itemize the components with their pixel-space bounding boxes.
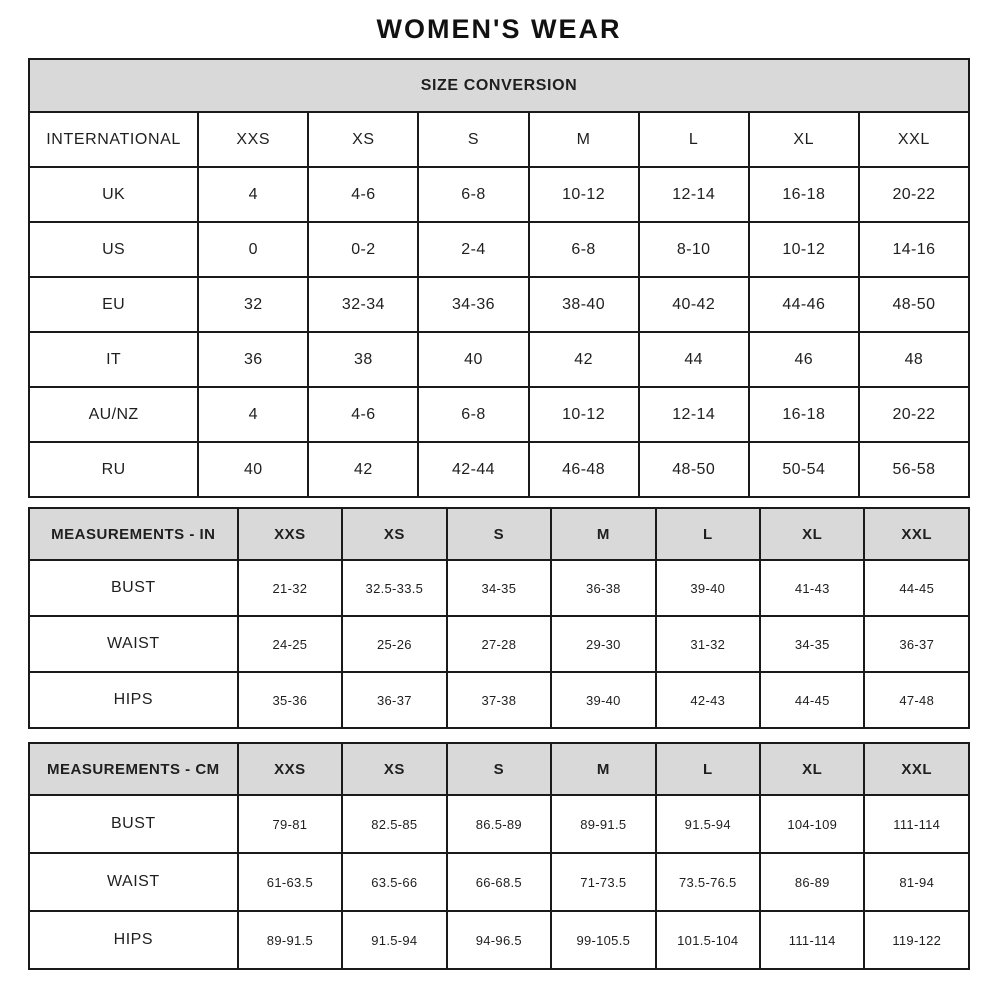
column-header: XXL xyxy=(864,743,969,795)
table-cell: 8-10 xyxy=(639,222,749,277)
table-cell: 14-16 xyxy=(859,222,969,277)
table-cell: 40-42 xyxy=(639,277,749,332)
table-cell: 101.5-104 xyxy=(656,911,760,969)
table-cell: 89-91.5 xyxy=(238,911,342,969)
column-header: L xyxy=(656,743,760,795)
column-header: L xyxy=(656,508,760,560)
table-cell: 2-4 xyxy=(418,222,528,277)
table-cell: 35-36 xyxy=(238,672,342,728)
column-header: S xyxy=(447,743,551,795)
table-cell: 61-63.5 xyxy=(238,853,342,911)
table-cell: 99-105.5 xyxy=(551,911,655,969)
table-row xyxy=(29,672,969,728)
row-label: HIPS xyxy=(29,672,238,728)
column-header: XXS xyxy=(238,743,342,795)
table-cell: 111-114 xyxy=(760,911,864,969)
table-cell: 44 xyxy=(639,332,749,387)
row-label: BUST xyxy=(29,560,238,616)
table-cell: 41-43 xyxy=(760,560,864,616)
table-cell: 46-48 xyxy=(529,442,639,497)
table-row xyxy=(29,277,969,332)
column-header: XL xyxy=(760,508,864,560)
table-cell: 104-109 xyxy=(760,795,864,853)
column-header: XXL xyxy=(864,508,969,560)
table-cell: 27-28 xyxy=(447,616,551,672)
header-row xyxy=(29,112,969,167)
table-cell: 47-48 xyxy=(864,672,969,728)
table-cell: 36 xyxy=(198,332,308,387)
row-label: WAIST xyxy=(29,853,238,911)
table-cell: 4 xyxy=(198,387,308,442)
table-cell: 73.5-76.5 xyxy=(656,853,760,911)
table-cell: 10-12 xyxy=(749,222,859,277)
column-header: XL xyxy=(760,743,864,795)
table-row xyxy=(29,222,969,277)
column-header: XXL xyxy=(859,112,969,167)
column-header: S xyxy=(418,112,528,167)
table-cell: 36-37 xyxy=(342,672,446,728)
measurements-cm-table xyxy=(28,742,970,970)
table-row xyxy=(29,560,969,616)
table-cell: 4-6 xyxy=(308,387,418,442)
table-cell: 16-18 xyxy=(749,167,859,222)
table-cell: 39-40 xyxy=(551,672,655,728)
table-cell: 48-50 xyxy=(639,442,749,497)
column-header: XS xyxy=(308,112,418,167)
table-cell: 50-54 xyxy=(749,442,859,497)
row-label: AU/NZ xyxy=(29,387,198,442)
table-row xyxy=(29,616,969,672)
row-label: US xyxy=(29,222,198,277)
row-label-header: MEASUREMENTS - CM xyxy=(29,743,238,795)
table-cell: 44-45 xyxy=(760,672,864,728)
column-header: M xyxy=(551,508,655,560)
column-header: M xyxy=(529,112,639,167)
table-cell: 42 xyxy=(308,442,418,497)
table-cell: 44-46 xyxy=(749,277,859,332)
table-cell: 119-122 xyxy=(864,911,969,969)
row-label: HIPS xyxy=(29,911,238,969)
column-header: XXS xyxy=(238,508,342,560)
table-cell: 34-35 xyxy=(760,616,864,672)
table-cell: 38-40 xyxy=(529,277,639,332)
table-cell: 94-96.5 xyxy=(447,911,551,969)
table-cell: 111-114 xyxy=(864,795,969,853)
table-cell: 39-40 xyxy=(656,560,760,616)
table-cell: 48 xyxy=(859,332,969,387)
table-cell: 89-91.5 xyxy=(551,795,655,853)
column-header: XL xyxy=(749,112,859,167)
table-row xyxy=(29,795,969,853)
table-cell: 56-58 xyxy=(859,442,969,497)
column-header: L xyxy=(639,112,749,167)
table-cell: 42-44 xyxy=(418,442,528,497)
row-label: BUST xyxy=(29,795,238,853)
table-cell: 24-25 xyxy=(238,616,342,672)
table-cell: 82.5-85 xyxy=(342,795,446,853)
measurements-in-table xyxy=(28,507,970,729)
table-cell: 29-30 xyxy=(551,616,655,672)
table-row xyxy=(29,442,969,497)
row-label-header: MEASUREMENTS - IN xyxy=(29,508,238,560)
table-cell: 31-32 xyxy=(656,616,760,672)
row-label: IT xyxy=(29,332,198,387)
table-row xyxy=(29,167,969,222)
table-cell: 36-38 xyxy=(551,560,655,616)
table-cell: 6-8 xyxy=(418,167,528,222)
table-cell: 46 xyxy=(749,332,859,387)
table-cell: 21-32 xyxy=(238,560,342,616)
table-cell: 20-22 xyxy=(859,167,969,222)
column-header: S xyxy=(447,508,551,560)
row-label: WAIST xyxy=(29,616,238,672)
column-header: XS xyxy=(342,743,446,795)
table-cell: 12-14 xyxy=(639,387,749,442)
table-cell: 81-94 xyxy=(864,853,969,911)
table-cell: 16-18 xyxy=(749,387,859,442)
row-label: UK xyxy=(29,167,198,222)
table-cell: 91.5-94 xyxy=(656,795,760,853)
table-cell: 66-68.5 xyxy=(447,853,551,911)
table-cell: 20-22 xyxy=(859,387,969,442)
table-cell: 38 xyxy=(308,332,418,387)
table-cell: 44-45 xyxy=(864,560,969,616)
table-title: SIZE CONVERSION xyxy=(29,59,969,112)
table-cell: 36-37 xyxy=(864,616,969,672)
table-cell: 40 xyxy=(198,442,308,497)
table-cell: 48-50 xyxy=(859,277,969,332)
column-header: M xyxy=(551,743,655,795)
table-cell: 37-38 xyxy=(447,672,551,728)
table-cell: 79-81 xyxy=(238,795,342,853)
table-row xyxy=(29,853,969,911)
table-cell: 0 xyxy=(198,222,308,277)
table-cell: 42 xyxy=(529,332,639,387)
table-cell: 32.5-33.5 xyxy=(342,560,446,616)
table-row xyxy=(29,332,969,387)
table-cell: 63.5-66 xyxy=(342,853,446,911)
table-cell: 91.5-94 xyxy=(342,911,446,969)
table-cell: 86-89 xyxy=(760,853,864,911)
table-row xyxy=(29,911,969,969)
table-title-row xyxy=(29,59,969,112)
table-cell: 71-73.5 xyxy=(551,853,655,911)
table-cell: 32 xyxy=(198,277,308,332)
row-label: EU xyxy=(29,277,198,332)
row-label: RU xyxy=(29,442,198,497)
column-header: XS xyxy=(342,508,446,560)
table-cell: 42-43 xyxy=(656,672,760,728)
header-row xyxy=(29,508,969,560)
row-label-header: INTERNATIONAL xyxy=(29,112,198,167)
table-cell: 12-14 xyxy=(639,167,749,222)
header-row xyxy=(29,743,969,795)
table-cell: 34-36 xyxy=(418,277,528,332)
table-cell: 10-12 xyxy=(529,167,639,222)
column-header: XXS xyxy=(198,112,308,167)
table-cell: 0-2 xyxy=(308,222,418,277)
table-cell: 32-34 xyxy=(308,277,418,332)
table-cell: 6-8 xyxy=(418,387,528,442)
table-cell: 25-26 xyxy=(342,616,446,672)
page-title: WOMEN'S WEAR xyxy=(376,14,622,44)
table-row xyxy=(29,387,969,442)
table-cell: 10-12 xyxy=(529,387,639,442)
table-cell: 34-35 xyxy=(447,560,551,616)
size-conversion-table xyxy=(28,58,970,498)
table-cell: 40 xyxy=(418,332,528,387)
table-cell: 4-6 xyxy=(308,167,418,222)
table-cell: 86.5-89 xyxy=(447,795,551,853)
table-cell: 6-8 xyxy=(529,222,639,277)
table-cell: 4 xyxy=(198,167,308,222)
